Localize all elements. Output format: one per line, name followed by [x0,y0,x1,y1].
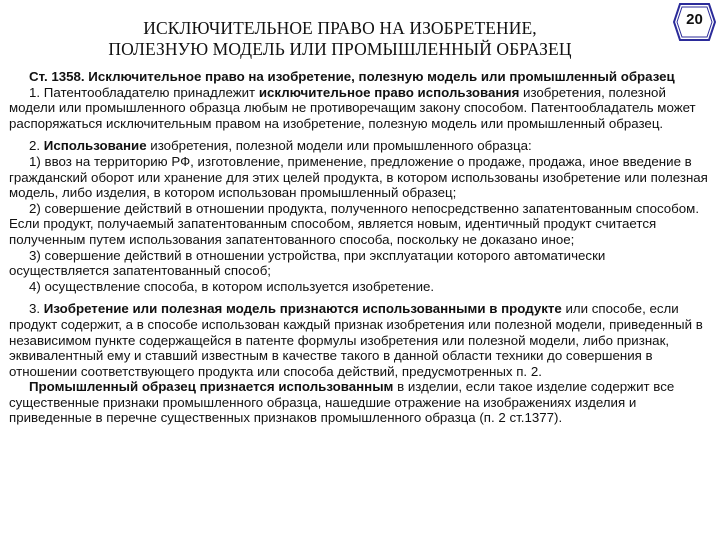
paragraph-3-rest: или способе, если продукт содержит, а в способе использован каждый признак изобретения или полезной модели, приведенный в независимом пункте содержащейся в патенте формулы изобретения или полезной модели, либо признак, эквивалентный ему и ставший известным в качестве такого в данной области техники до совершения в отношении соответствующего продукта или способа действий, предусмотренных п. 2. [9,301,703,379]
paragraph-4-rest: в изделии, если такое изделие содержит все существенные признаки промышленного образца, нашедшие отражение на изображениях изделия и приведенные в перечне существенных признаков промышленного образца (п. 2 ст.1377). [9,379,675,426]
slide-title-line-2: ПОЛЕЗНУЮ МОДЕЛЬ ИЛИ ПРОМЫШЛЕННЫЙ ОБРАЗЕЦ [108,39,572,59]
slide-number-badge [673,2,716,42]
paragraph-2-bold: Использование [43,138,147,154]
paragraph-2-num: 2. [29,138,44,154]
use-item-2: 2) совершение действий в отношении продукта, полученного непосредственно запатентованным способом. Если продукт, получаемый запатентованным способом, является новым, идентичный продукт считается полученным путем использования запатентованного способа, поскольку не доказано иное; [9,200,700,247]
slide-number: 20 [686,11,703,28]
paragraph-3-num: 3. [29,301,44,317]
paragraph-1-rest: изобретения, полезной модели или промышленного образца любым не противоречащим закону способом. Патентообладатель может распоряжаться исключительным правом на изобретение, полезную модель или промышленный образец. [9,84,696,131]
paragraph-4 [9,379,709,426]
paragraph-2-rest: изобретения, полезной модели или промышленного образца: [146,138,532,154]
paragraph-3 [9,301,709,379]
paragraph-4-bold: Промышленный образец признается использованным [29,379,394,395]
use-item-1: 1) ввоз на территорию РФ, изготовление, применение, предложение о продаже, продажа, иное введение в гражданский оборот или хранение для этих целей продукта, в котором использованы изобретение или полезная модель, либо изделия, в котором использован промышленный образец; [9,153,708,201]
paragraph-1-bold: исключительное право использования [258,84,520,100]
slide-title-line-1: ИСКЛЮЧИТЕЛЬНОЕ ПРАВО НА ИЗОБРЕТЕНИЕ, [143,18,537,38]
use-item-4: 4) осуществление способа, в котором используется изобретение. [29,278,435,294]
article-content [9,69,709,426]
use-item-3: 3) совершение действий в отношении устройства, при эксплуатации которого автоматически осуществляется запатентованный способ; [9,247,606,279]
paragraph-2 [9,138,709,154]
article-heading: Ст. 1358. Исключительное право на изобретение, полезную модель или промышленный образец [29,69,675,84]
slide-title [30,18,650,60]
paragraph-1-lead: 1. Патентообладателю принадлежит [29,84,259,100]
paragraph-1 [9,85,709,132]
paragraph-3-bold: Изобретение или полезная модель признаются использованными в продукте [43,301,562,317]
